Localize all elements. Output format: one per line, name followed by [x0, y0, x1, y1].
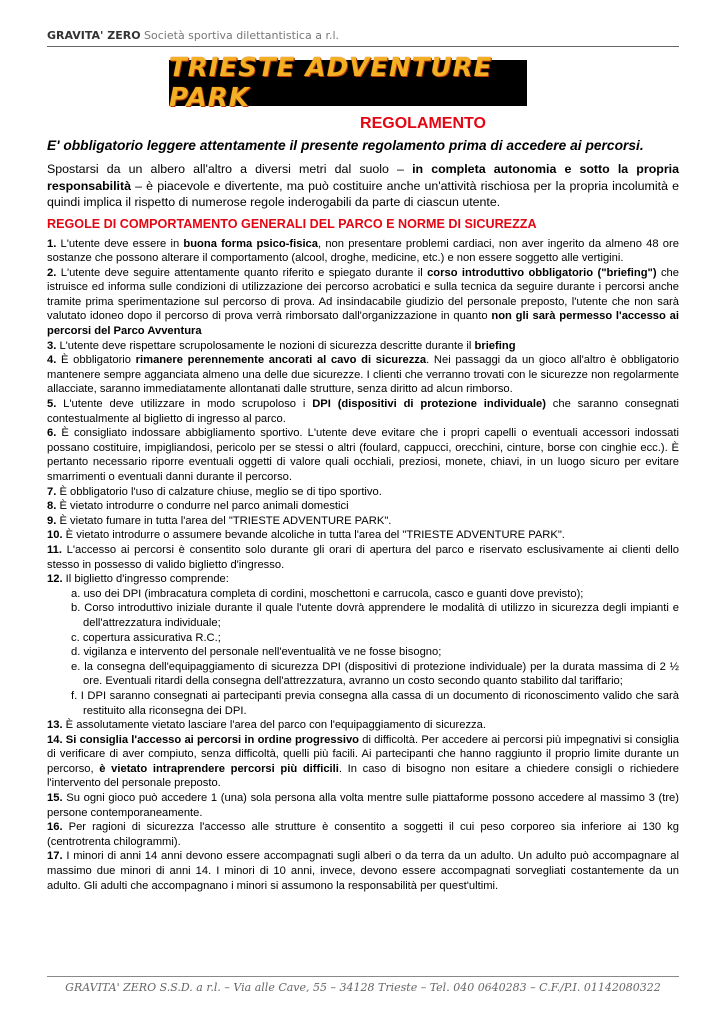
rule-text: L'utente deve essere in [56, 237, 184, 250]
rule-text: Il biglietto d'ingresso comprende: [62, 573, 229, 586]
rule-text: È assolutamente vietato lasciare l'area del parco con l'equipaggiamento di sicurezza. [62, 719, 486, 732]
list-item [47, 587, 679, 602]
list-item [47, 660, 679, 689]
rule-number: 5. [47, 398, 57, 411]
intro-paragraph [47, 161, 679, 211]
rule-7 [47, 485, 679, 500]
rule-text: Su ogni gioco può accedere 1 (una) sola persona alla volta mentre sulle piattaforme possono accedere al massimo 3 (tre) persone contemporaneamente. [47, 792, 679, 819]
rule-number: 6. [47, 427, 57, 440]
rule-10 [47, 528, 679, 543]
rule-number: 13. [47, 719, 63, 732]
park-logo [169, 53, 527, 113]
rule-bold: Si consiglia l'accesso ai percorsi in ordine progressivo [62, 733, 360, 746]
list-text: I DPI saranno consegnati ai partecipanti previa consegna alla cassa di un documento di riconoscimento valido che sarà restituito alla riconsegna dei DPI. [80, 689, 679, 717]
rule-text: È vietato introdurre o condurre nel parco animali domestici [56, 500, 349, 513]
rule-1 [47, 237, 679, 266]
rule-text: È obbligatorio [56, 354, 136, 367]
rule-text: Per ragioni di sicurezza l'accesso alle strutture è consentito a soggetti il cui peso corporeo sia inferiore ai 130 kg (centrotrenta chilogrammi). [47, 821, 679, 848]
intro-text-2: – è piacevole e divertente, ma può costituire anche un'attività rischiosa per la propria incolumità e quindi implica il rispetto di numerose regole inderogabili da parte di ciascun utente. [47, 178, 679, 209]
rule-4 [47, 353, 679, 397]
rule-number: 4. [47, 354, 57, 367]
rule-15 [47, 791, 679, 820]
rule-bold: buona forma psico-fisica [183, 237, 318, 250]
rule-text: I minori di anni 14 anni devono essere accompagnati sugli alberi o da terra da un adulto. Un adulto può accompagnare al massimo due minori di anni 14. I minori di 10 anni, invece, devono essere accompagnati sorvegliati costantemente da un adulto. Gli adulti che accompagnano i minori si assumono la responsabilità per quest'ultimi. [47, 850, 679, 892]
rule-3 [47, 339, 679, 354]
ticket-includes-list [47, 587, 679, 718]
rule-number: 17. [47, 850, 63, 863]
list-marker: b. [71, 602, 81, 615]
list-text: uso dei DPI (imbracatura completa di cordini, moschettoni e carrucola, casco e guanti dove previsto); [83, 587, 584, 600]
rule-text: . In caso di bisogno non esitare a chiedere consigli o richiedere l'intervento del personale preposto. [47, 762, 679, 790]
rule-bold: briefing [474, 339, 516, 352]
intro-text-1: Spostarsi da un albero all'altro a diversi metri dal suolo – [47, 162, 413, 176]
list-item [47, 631, 679, 646]
rule-number: 12. [47, 573, 63, 586]
rule-text: L'utente deve utilizzare in modo scrupoloso i [56, 398, 313, 411]
rule-number: 8. [47, 500, 57, 513]
rule-number: 16. [47, 821, 63, 834]
park-logo-text: TRIESTE ADVENTURE PARK [169, 53, 493, 113]
rule-bold: rimanere perennemente ancorati al cavo di sicurezza [135, 354, 427, 367]
rule-17 [47, 849, 679, 893]
list-marker: c. [71, 631, 80, 644]
rule-number: 1. [47, 237, 57, 250]
rule-13 [47, 718, 679, 733]
rule-12 [47, 572, 679, 587]
rule-number: 10. [47, 529, 63, 542]
rule-number: 3. [47, 339, 57, 352]
rule-bold: è vietato intraprendere percorsi più difficili [99, 762, 339, 775]
rule-2 [47, 266, 679, 339]
page-title: REGOLAMENTO [360, 115, 486, 132]
page-footer: GRAVITA' ZERO S.S.D. a r.l. – Via alle Cave, 55 – 34128 Trieste – Tel. 040 0640283 – C.F./P.I. 01142080322 [65, 981, 661, 994]
page-header [47, 29, 679, 42]
rule-text: , non presentare problemi cardiaci, non aver ingerito da almeno 48 ore sostanze che possono alterare il comportamento (alcool, droghe, medicine, etc.) e non essere soggetto alle vertigini. [47, 237, 679, 265]
rule-number: 7. [47, 485, 57, 498]
rule-bold: non gli sarà permesso l'accesso ai percorsi del Parco Avventura [47, 310, 679, 338]
rule-bold: corso introduttivo obbligatorio ("briefing") [427, 266, 657, 279]
header-divider [47, 46, 679, 47]
rule-text: che saranno consegnati contestualmente al biglietto di ingresso al parco. [47, 398, 680, 425]
list-marker: f. [71, 689, 78, 702]
rule-text: L'accesso ai percorsi è consentito solo durante gli orari di apertura del parco e riservato esclusivamente ai clienti dello stesso in possesso di valido biglietto d'ingresso. [47, 543, 679, 571]
list-marker: e. [71, 660, 81, 673]
rule-number: 11. [47, 543, 62, 556]
intro-bold-1: in completa autonomia e sotto la propria responsabilità [47, 162, 679, 193]
document-body [47, 113, 679, 893]
list-item [47, 601, 679, 630]
rule-text: È vietato fumare in tutta l'area del "TRIESTE ADVENTURE PARK". [56, 514, 392, 527]
rule-text: di difficoltà. Per accedere ai percorsi più impegnativi si consiglia di verificare di aver compiuto, senza difficoltà, quelli più facili. Ai partecipanti che hanno raggiunto il proprio limite durante un percorso, [47, 733, 679, 775]
rule-text: È vietato introdurre o assumere bevande alcoliche in tutta l'area del "TRIESTE ADVENTURE PARK". [62, 529, 565, 542]
lead-paragraph: E' obbligatorio leggere attentamente il presente regolamento prima di accedere ai percorsi. [47, 138, 644, 153]
footer-divider [47, 976, 679, 977]
rule-number: 15. [47, 792, 63, 805]
rule-text: È consigliato indossare abbigliamento sportivo. L'utente deve evitare che i propri capelli o eventuali accessori indossati possano costituire, impigliandosi, pericolo per se stessi o altri (foulard, cappucci, orecchini, cinture, borse con cinghie ecc.). È pertanto necessario riporre eventuali oggetti di valore quali occhiali, preziosi, monete, chiavi, in un luogo sicuro per evitare smarrimenti o eventuali danni durante il percorso. [47, 427, 679, 483]
list-item [47, 689, 679, 718]
rule-text: che istruisce ed informa sulle condizioni di utilizzazione dei percorso acrobatici e sulla tecnica da seguire durante i percorsi anche tramite prima sperimentazione sul percorso di prova. Ad insindacabile giudizio del personale preposto, l'utente che non sarà valutato idoneo dopo il percorso di prova verrà rimborsato dall'organizzazione in quanto [47, 266, 679, 323]
list-item [47, 645, 679, 660]
rule-number: 2. [47, 266, 57, 279]
header-org: GRAVITA' ZERO [47, 29, 141, 42]
header-subtitle: Società sportiva dilettantistica a r.l. [144, 29, 340, 42]
list-text: vigilanza e intervento del personale nell'eventualità ve ne fosse bisogno; [83, 646, 442, 659]
rule-text: L'utente deve rispettare scrupolosamente le nozioni di sicurezza descritte durante il [56, 339, 475, 352]
rule-11 [47, 543, 679, 572]
rule-text: È obbligatorio l'uso di calzature chiuse, meglio se di tipo sportivo. [56, 485, 382, 498]
rule-text: L'utente deve seguire attentamente quanto riferito e spiegato durante il [56, 266, 428, 279]
rule-14 [47, 733, 679, 791]
rule-bold: DPI (dispositivi di protezione individuale) [312, 398, 546, 411]
rule-9 [47, 514, 679, 529]
list-marker: a. [71, 587, 81, 600]
list-text: la consegna dell'equipaggiamento di sicurezza DPI (dispositivi di protezione individuale) per la durata massima di 2 ½ ore. Eventuali ritardi della consegna dell'attrezzatura, avranno un costo secondo quanto stabilito dal tariffario; [83, 660, 680, 688]
list-text: copertura assicurativa R.C.; [82, 631, 221, 644]
rule-number: 14. [47, 733, 63, 746]
rule-6 [47, 426, 679, 484]
list-text: Corso introduttivo iniziale durante il quale l'utente dovrà apprendere le modalità di utilizzo in sicurezza degli impianti e dell'attrezzatura individuale; [83, 602, 680, 629]
rule-text: . Nei passaggi da un gioco all'altro è obbligatorio mantenere sempre agganciata almeno una delle due sicurezze. I clienti che verranno trovati con le sicurezze non regolarmente allacciate, saranno immediatamente allontanati dalle strutture, senza diritto ad alcun rimborso. [47, 354, 679, 396]
section-title: REGOLE DI COMPORTAMENTO GENERALI DEL PARCO E NORME DI SICUREZZA [47, 216, 537, 231]
list-marker: d. [71, 646, 81, 659]
rule-8 [47, 499, 679, 514]
rule-number: 9. [47, 514, 57, 527]
rule-16 [47, 820, 679, 849]
rule-5 [47, 397, 679, 426]
